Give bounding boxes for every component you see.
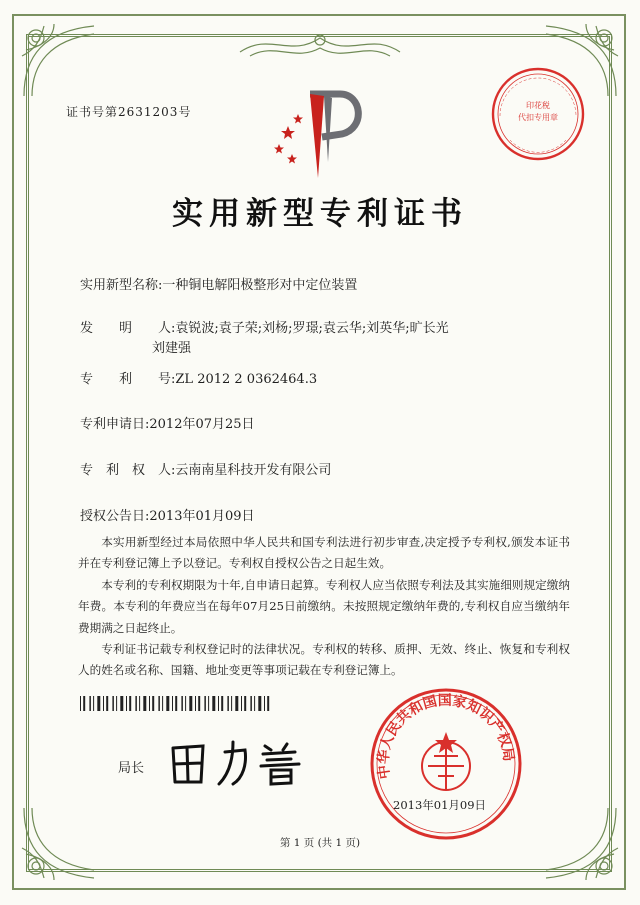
barcode-bar	[139, 696, 140, 711]
corner-ornament-top-left	[14, 16, 104, 106]
director-signature	[167, 738, 312, 788]
barcode-bar	[235, 696, 238, 711]
field-application-date	[80, 416, 255, 433]
svg-text:印花税: 印花税	[526, 101, 550, 110]
certificate-title: 实用新型专利证书	[172, 196, 468, 232]
certificate-number: 证书号第2631203号	[66, 105, 192, 119]
field-value: ZL 2012 2 0362464.3	[175, 372, 318, 387]
barcode-bar	[241, 696, 242, 711]
barcode-bar	[120, 696, 123, 711]
barcode-bar	[112, 696, 114, 711]
barcode-bar	[135, 696, 137, 711]
paragraph: 本实用新型经过本局依照中华人民共和国专利法进行初步审查,决定授予专利权,颁发本证书并在专利登记簿上予以登记。专利权自授权公告之日起生效。	[78, 535, 570, 571]
field-label: 发 明 人:	[80, 321, 176, 336]
barcode-bar	[258, 696, 261, 711]
barcode-bar	[250, 696, 252, 711]
barcode-bar	[83, 696, 85, 711]
field-label: 实用新型名称:	[80, 278, 163, 293]
field-value: 2013年01月09日	[149, 509, 255, 524]
barcode-bar	[172, 696, 173, 711]
certificate-body	[78, 532, 570, 682]
barcode-bar	[93, 696, 94, 711]
svg-text:代扣专用章: 代扣专用章	[518, 113, 558, 122]
barcode-bar	[175, 696, 177, 711]
barcode-bar	[189, 696, 192, 711]
national-ip-office-seal	[368, 686, 524, 842]
field-patent-number	[80, 371, 317, 388]
field-grant-date	[80, 508, 255, 525]
page-number: 第 1 页 (共 1 页)	[279, 837, 361, 849]
barcode-bar	[80, 696, 81, 711]
barcode-bar	[185, 696, 186, 711]
field-utility-model-name	[80, 277, 357, 294]
barcode	[80, 696, 275, 711]
barcode-bar	[254, 696, 255, 711]
barcode-bar	[218, 696, 219, 711]
paragraph: 本专利的专利权期限为十年,自申请日起算。专利权人应当依照专利法及其实施细则规定缴纳年费。本专利的年费应当在每年07月25日前缴纳。未按照规定缴纳年费的,专利权自应当缴纳年费期满之日起终止。	[78, 577, 570, 635]
director-label: 局长	[118, 761, 145, 776]
barcode-bar	[231, 696, 232, 711]
barcode-bar	[212, 696, 215, 711]
field-label: 专 利 权 人:	[80, 463, 176, 478]
barcode-bar	[267, 696, 269, 711]
barcode-bar	[221, 696, 223, 711]
top-center-ornament	[230, 28, 410, 62]
barcode-bar	[103, 696, 104, 711]
field-patentee	[80, 462, 331, 479]
field-value: 袁锐波;袁子荣;刘杨;罗璟;袁云华;刘英华;旷长光	[175, 321, 449, 336]
field-inventors	[80, 320, 449, 337]
field-value: 一种铜电解阳极整形对中定位装置	[162, 278, 358, 293]
barcode-bar	[143, 696, 146, 711]
barcode-bar	[198, 696, 200, 711]
barcode-bar	[97, 696, 100, 711]
barcode-bar	[244, 696, 246, 711]
barcode-bar	[166, 696, 169, 711]
barcode-bar	[152, 696, 154, 711]
barcode-bar	[181, 696, 183, 711]
field-label: 授权公告日:	[80, 509, 150, 524]
seal-text: 中华人民共和国国家知识产权局	[375, 692, 517, 780]
barcode-bar	[208, 696, 209, 711]
field-label: 专 利 号:	[80, 372, 176, 387]
barcode-bar	[264, 696, 265, 711]
field-value: 刘建强	[152, 341, 192, 356]
tax-stamp-seal	[488, 64, 588, 164]
barcode-bar	[158, 696, 160, 711]
field-value: 2012年07月25日	[149, 417, 255, 432]
barcode-bar	[195, 696, 196, 711]
barcode-bar	[227, 696, 229, 711]
barcode-bar	[204, 696, 206, 711]
barcode-bar	[129, 696, 131, 711]
field-value: 云南南星科技开发有限公司	[175, 463, 332, 478]
field-label: 专利申请日:	[80, 417, 150, 432]
patent-office-logo	[270, 82, 370, 182]
barcode-bar	[162, 696, 163, 711]
paragraph: 专利证书记载专利权登记时的法律状况。专利权的转移、质押、无效、终止、恢复和专利权人的姓名或名称、国籍、地址变更等事项记载在专利登记簿上。	[78, 642, 570, 678]
barcode-bar	[149, 696, 150, 711]
barcode-bar	[116, 696, 117, 711]
field-inventors-continued	[152, 340, 191, 357]
barcode-bar	[89, 696, 91, 711]
seal-date: 2013年01月09日	[393, 798, 487, 812]
barcode-bar	[126, 696, 127, 711]
barcode-bar	[106, 696, 108, 711]
